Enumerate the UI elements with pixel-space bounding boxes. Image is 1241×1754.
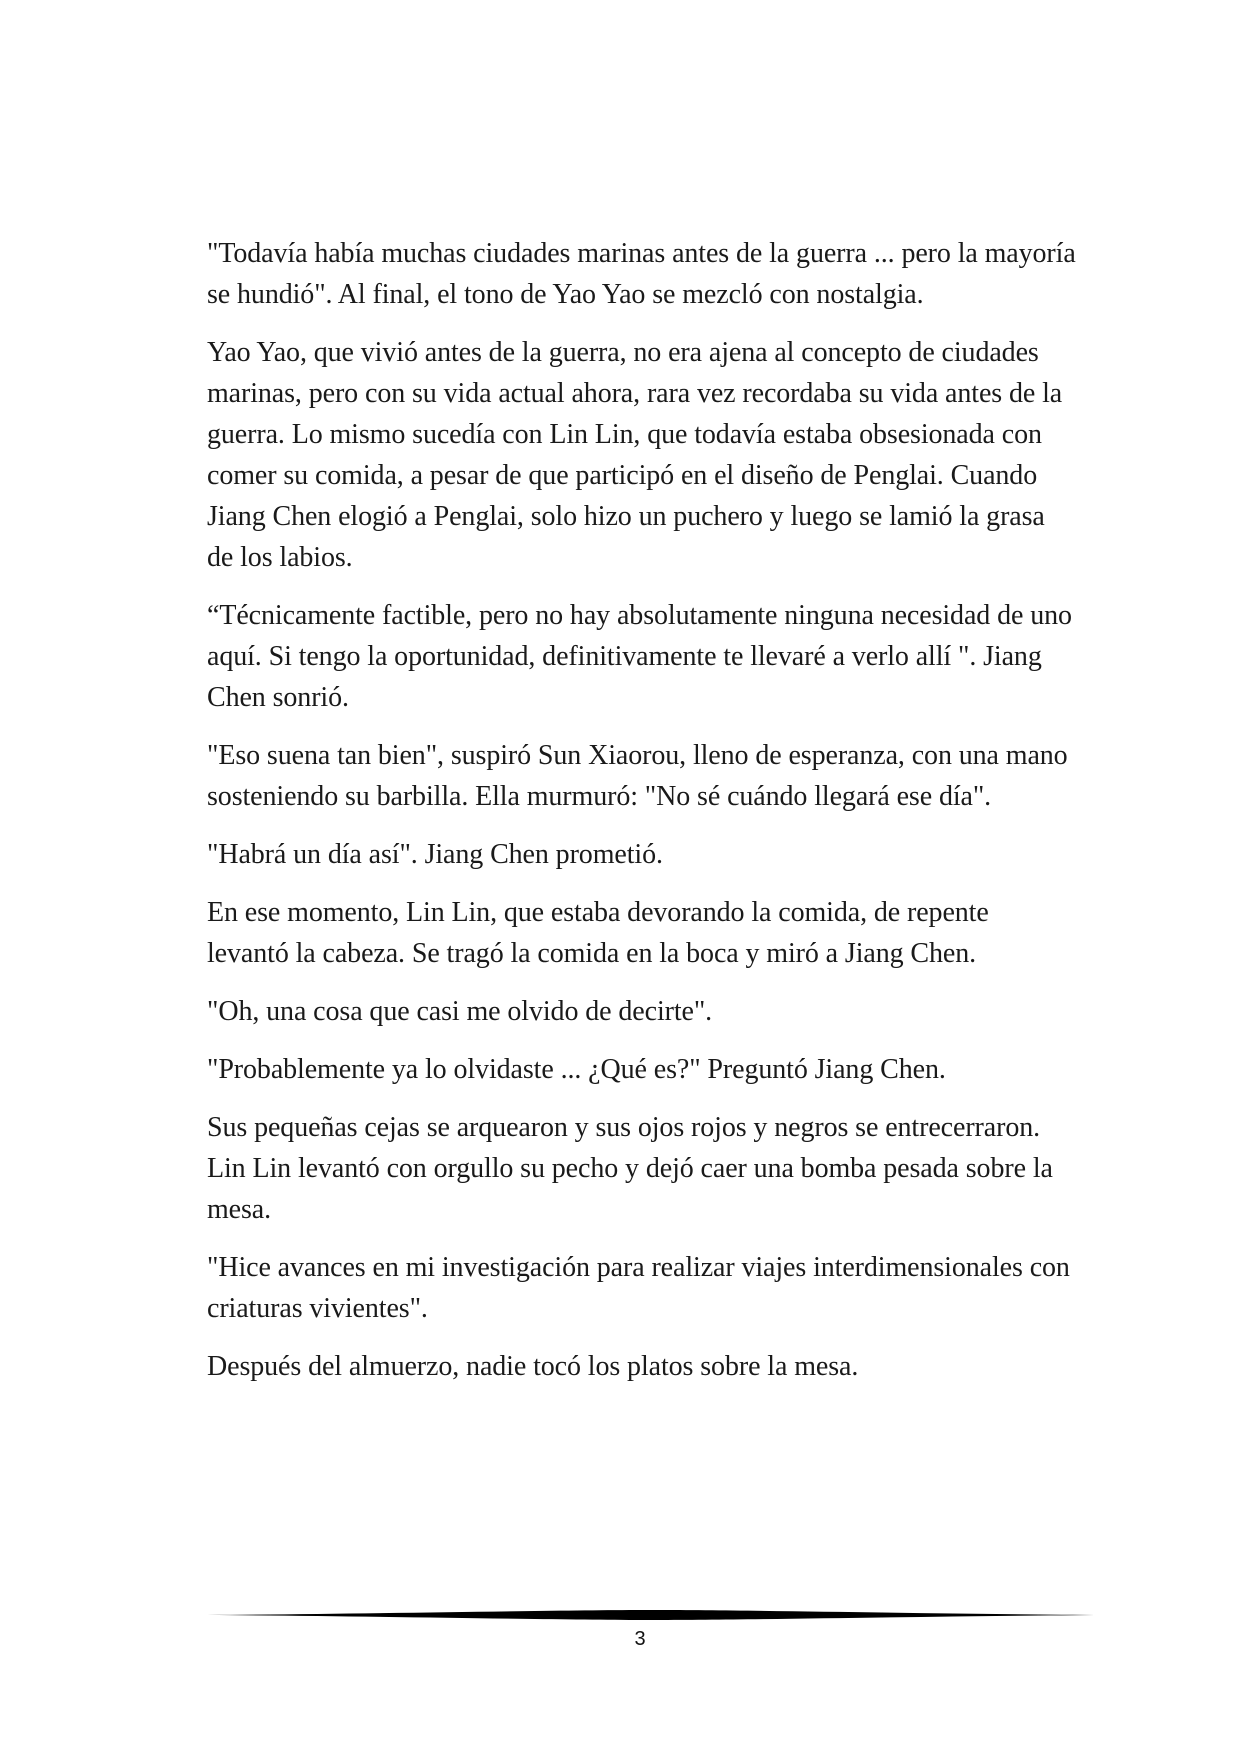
paragraph-5: "Habrá un día así". Jiang Chen prometió. <box>207 839 663 870</box>
paragraph-1: "Todavía había muchas ciudades marinas antes de la guerra ... pero la mayoría se hundió". Al final, el tono de Yao Yao se mezcló con nostalgia. <box>207 238 1076 310</box>
paragraph-4: "Eso suena tan bien", suspiró Sun Xiaorou, lleno de esperanza, con una mano sosteniendo su barbilla. Ella murmuró: "No sé cuándo llegará ese día". <box>207 740 1068 812</box>
paragraph-7: "Oh, una cosa que casi me olvido de decirte". <box>207 996 713 1027</box>
footer-rule-swash <box>207 1610 1105 1620</box>
paragraph-6: En ese momento, Lin Lin, que estaba devorando la comida, de repente levantó la cabeza. Se tragó la comida en la boca y miró a Jiang Chen. <box>207 897 989 969</box>
paragraph-10: "Hice avances en mi investigación para realizar viajes interdimensionales con criaturas vivientes". <box>207 1252 1070 1324</box>
paragraph-11: Después del almuerzo, nadie tocó los platos sobre la mesa. <box>207 1351 859 1382</box>
page-number: 3 <box>634 1628 646 1650</box>
paragraph-8: "Probablemente ya lo olvidaste ... ¿Qué es?" Preguntó Jiang Chen. <box>207 1054 946 1085</box>
paragraph-3: “Técnicamente factible, pero no hay absolutamente ninguna necesidad de uno aquí. Si tengo la oportunidad, definitivamente te llevaré a verlo allí ". Jiang Chen sonrió. <box>207 600 1072 713</box>
paragraph-2: Yao Yao, que vivió antes de la guerra, no era ajena al concepto de ciudades marinas, pero con su vida actual ahora, rara vez recordaba su vida antes de la guerra. Lo mismo sucedía con Lin Lin, que todavía estaba obsesionada con comer su comida, a pesar de que participó en el diseño de Penglai. Cuando Jiang Chen elogió a Penglai, solo hizo un puchero y luego se lamió la grasa de los labios. <box>207 337 1063 573</box>
body-text <box>207 233 1077 1404</box>
paragraph-9: Sus pequeñas cejas se arquearon y sus ojos rojos y negros se entrecerraron. Lin Lin levantó con orgullo su pecho y dejó caer una bomba pesada sobre la mesa. <box>207 1112 1053 1225</box>
footer-rule <box>207 1608 1105 1622</box>
